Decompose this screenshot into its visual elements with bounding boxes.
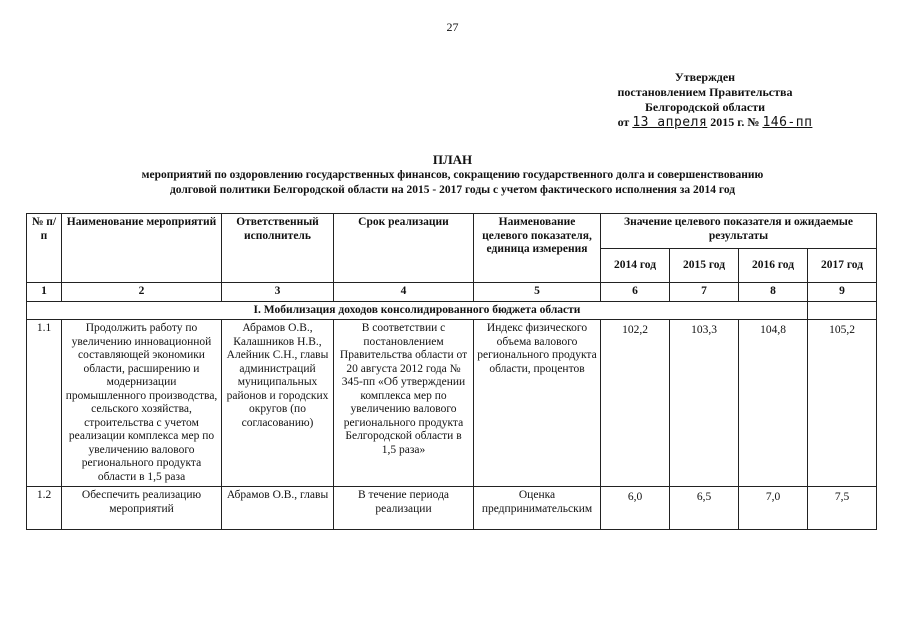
row-measure: Обеспечить реализацию мероприятий	[62, 487, 222, 530]
approval-date-prefix: от	[617, 115, 630, 129]
row-value-2017: 105,2	[808, 320, 877, 487]
header-year-2015: 2015 год	[670, 249, 739, 283]
section-title: I. Мобилизация доходов консолидированного бюджета области	[27, 301, 808, 320]
header-num: № п/п	[27, 214, 62, 283]
column-number-row	[27, 283, 877, 302]
approval-date-line	[580, 115, 850, 130]
row-value-2014: 6,0	[601, 487, 670, 530]
row-deadline: В течение периода реализации	[334, 487, 474, 530]
column-number: 5	[474, 283, 601, 302]
row-indicator: Индекс физического объема валового регионального продукта области, процентов	[474, 320, 601, 487]
row-indicator: Оценка предпринимательским	[474, 487, 601, 530]
plan-table	[26, 213, 877, 530]
plan-subtitle-line-1: мероприятий по оздоровлению государственных финансов, сокращению государственного долга и совершенствованию	[141, 169, 764, 181]
column-number: 9	[808, 283, 877, 302]
page-number: 27	[446, 20, 459, 34]
table-row	[27, 320, 877, 487]
row-measure: Продолжить работу по увеличению инновационной составляющей экономики области, расширению и модернизации промышленного производства, сельского хозяйства, строительства с учетом реализации комплекса мер по увеличению валового регионального продукта области в 1,5 раза	[62, 320, 222, 487]
column-number: 8	[739, 283, 808, 302]
column-number: 6	[601, 283, 670, 302]
row-value-2015: 6,5	[670, 487, 739, 530]
column-number: 3	[222, 283, 334, 302]
column-number: 7	[670, 283, 739, 302]
row-executor: Абрамов О.В., Калашников Н.В., Алейник С.Н., главы администраций муниципальных районов и городских округов (по согласованию)	[222, 320, 334, 487]
column-number: 1	[27, 283, 62, 302]
section-empty-cell	[808, 301, 877, 320]
section-row	[27, 301, 877, 320]
header-deadline: Срок реализации	[334, 214, 474, 283]
header-executor: Ответственный исполнитель	[222, 214, 334, 283]
header-year-2017: 2017 год	[808, 249, 877, 283]
header-year-2014: 2014 год	[601, 249, 670, 283]
column-number: 4	[334, 283, 474, 302]
row-value-2015: 103,3	[670, 320, 739, 487]
approval-line-region: Белгородской области	[644, 100, 766, 114]
header-year-2016: 2016 год	[739, 249, 808, 283]
header-values-group: Значение целевого показателя и ожидаемые результаты	[601, 214, 877, 249]
approval-date-year: 2015 г. №	[710, 115, 760, 129]
row-number: 1.1	[27, 320, 62, 487]
approval-stamp	[560, 70, 850, 130]
header-row	[27, 214, 877, 249]
column-number: 2	[62, 283, 222, 302]
row-number: 1.2	[27, 487, 62, 530]
plan-title: ПЛАН	[432, 152, 473, 167]
row-value-2014: 102,2	[601, 320, 670, 487]
table-row	[27, 487, 877, 530]
row-executor: Абрамов О.В., главы	[222, 487, 334, 530]
header-measure: Наименование мероприятий	[62, 214, 222, 283]
row-value-2017: 7,5	[808, 487, 877, 530]
approval-date-day-month: 13 апреля	[632, 115, 708, 130]
row-deadline: В соответствии с постановлением Правительства области от 20 августа 2012 года № 345-пп «Об утверждении комплекса мер по увеличению валового регионального продукта Белгородской области в 1,5 раза»	[334, 320, 474, 487]
approval-doc-number: 146-пп	[762, 115, 813, 130]
approval-line-resolution: постановлением Правительства	[617, 85, 793, 99]
plan-subtitle	[60, 168, 845, 198]
row-value-2016: 104,8	[739, 320, 808, 487]
approval-line-approved: Утвержден	[674, 70, 736, 84]
row-value-2016: 7,0	[739, 487, 808, 530]
plan-subtitle-line-2: долговой политики Белгородской области на 2015 - 2017 годы с учетом фактического исполнения за 2014 год	[169, 184, 736, 196]
header-indicator: Наименование целевого показателя, единица измерения	[474, 214, 601, 283]
